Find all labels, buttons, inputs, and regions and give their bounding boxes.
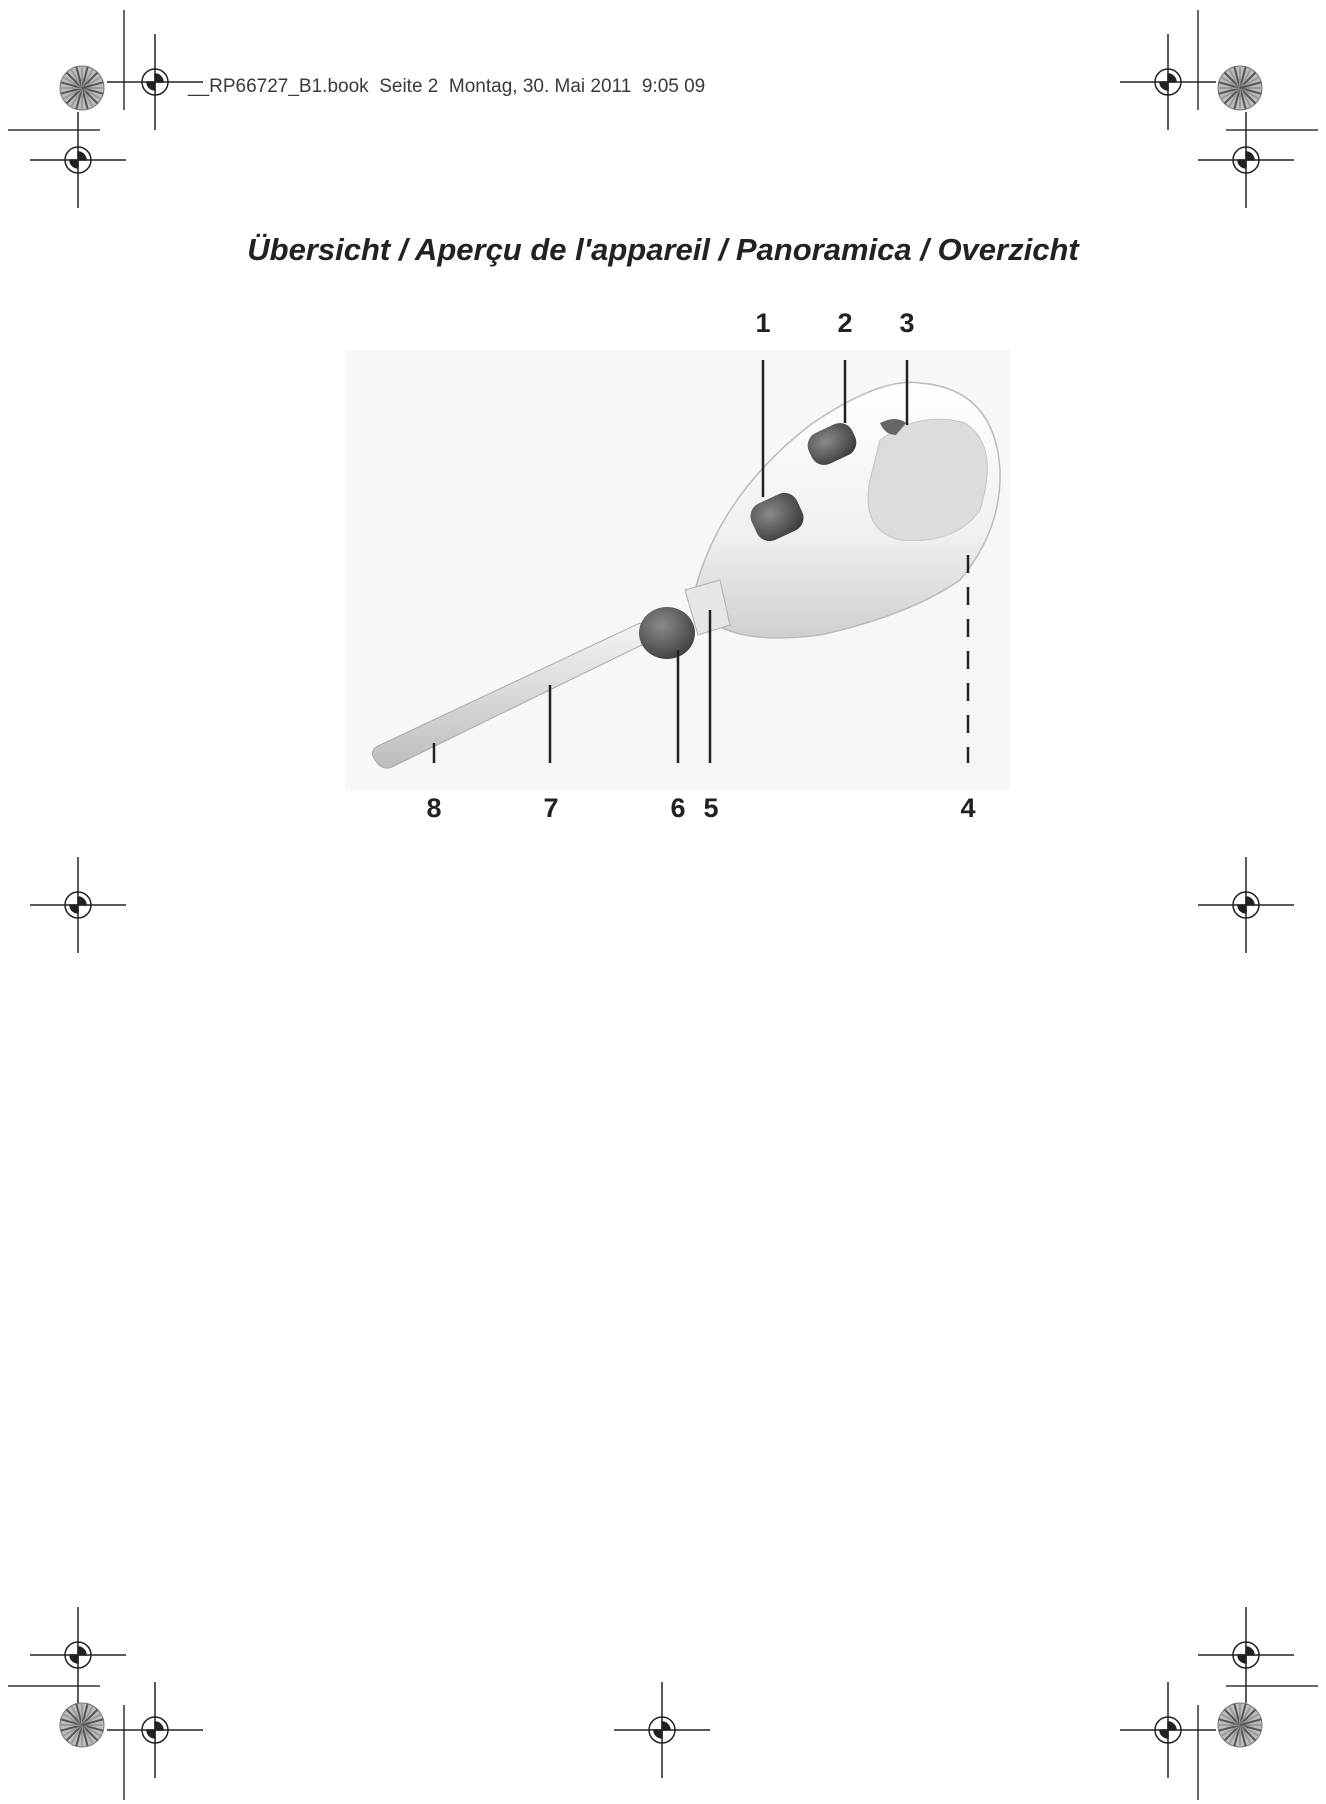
color-wheel-icon bbox=[60, 66, 104, 110]
crosshair-target-icon bbox=[30, 112, 126, 208]
crosshair-target-icon bbox=[1120, 1682, 1216, 1778]
page-title: Übersicht / Aperçu de l'appareil / Panoramica / Overzicht bbox=[247, 232, 1079, 267]
crosshair-target-icon bbox=[1198, 112, 1294, 208]
file-info-header: __RP66727_B1.book Seite 2 Montag, 30. Mai 2011 9:05 09 bbox=[188, 76, 706, 97]
blade-release-knob bbox=[639, 607, 695, 659]
callout-7: 7 bbox=[543, 793, 559, 823]
callout-3: 3 bbox=[899, 308, 915, 338]
crosshair-target-icon bbox=[30, 1607, 126, 1703]
callout-4: 4 bbox=[960, 793, 976, 823]
crosshair-target-icon bbox=[1198, 857, 1294, 953]
crosshair-target-icon bbox=[614, 1682, 710, 1778]
color-wheel-icon bbox=[1218, 66, 1262, 110]
handle-grip-opening bbox=[868, 419, 987, 541]
crosshair-target-icon bbox=[1120, 34, 1216, 130]
electric-knife-illustration bbox=[340, 305, 1020, 825]
callout-8: 8 bbox=[426, 793, 442, 823]
callout-1: 1 bbox=[755, 308, 771, 338]
callout-6: 6 bbox=[670, 793, 686, 823]
crosshair-target-icon bbox=[30, 857, 126, 953]
appliance-figure bbox=[340, 305, 1020, 825]
callout-5: 5 bbox=[703, 793, 719, 823]
color-wheel-icon bbox=[60, 1703, 104, 1747]
crosshair-target-icon bbox=[1198, 1607, 1294, 1703]
callout-2: 2 bbox=[837, 308, 853, 338]
color-wheel-icon bbox=[1218, 1703, 1262, 1747]
crosshair-target-icon bbox=[107, 1682, 203, 1778]
